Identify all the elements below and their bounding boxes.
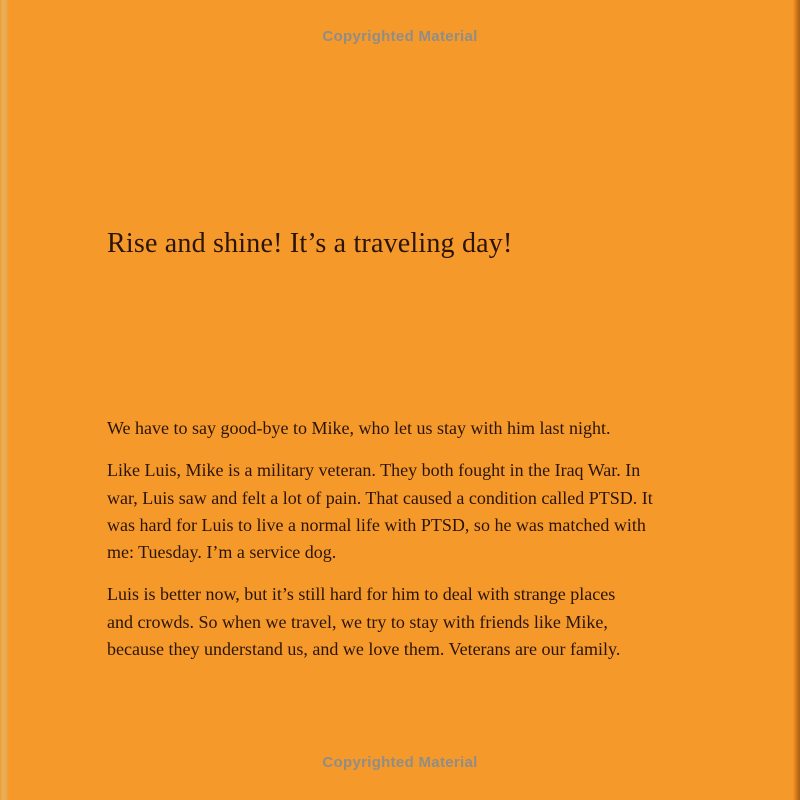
copyright-notice-bottom: Copyrighted Material: [322, 754, 478, 771]
paragraph-3: [107, 581, 767, 663]
text-line: because they understand us, and we love them. Veterans are our family.: [107, 639, 621, 660]
paragraph-1: [107, 415, 767, 442]
page-edge-highlight: [0, 0, 9, 800]
chapter-heading: Rise and shine! It’s a traveling day!: [107, 228, 513, 259]
text-line: Like Luis, Mike is a military veteran. They both fought in the Iraq War. In: [107, 460, 641, 481]
paragraph-2: [107, 457, 767, 566]
text-line: and crowds. So when we travel, we try to stay with friends like Mike,: [107, 611, 608, 632]
text-line: war, Luis saw and felt a lot of pain. That caused a condition called PTSD. It: [107, 487, 653, 508]
copyright-notice-top: Copyrighted Material: [322, 28, 478, 45]
text-line: me: Tuesday. I’m a service dog.: [107, 542, 337, 563]
text-line: Luis is better now, but it’s still hard for him to deal with strange places: [107, 584, 616, 605]
page-edge-shadow: [793, 0, 800, 800]
body-text: [107, 415, 767, 678]
text-line: was hard for Luis to live a normal life with PTSD, so he was matched with: [107, 514, 646, 535]
text-line: We have to say good-bye to Mike, who let us stay with him last night.: [107, 418, 611, 438]
